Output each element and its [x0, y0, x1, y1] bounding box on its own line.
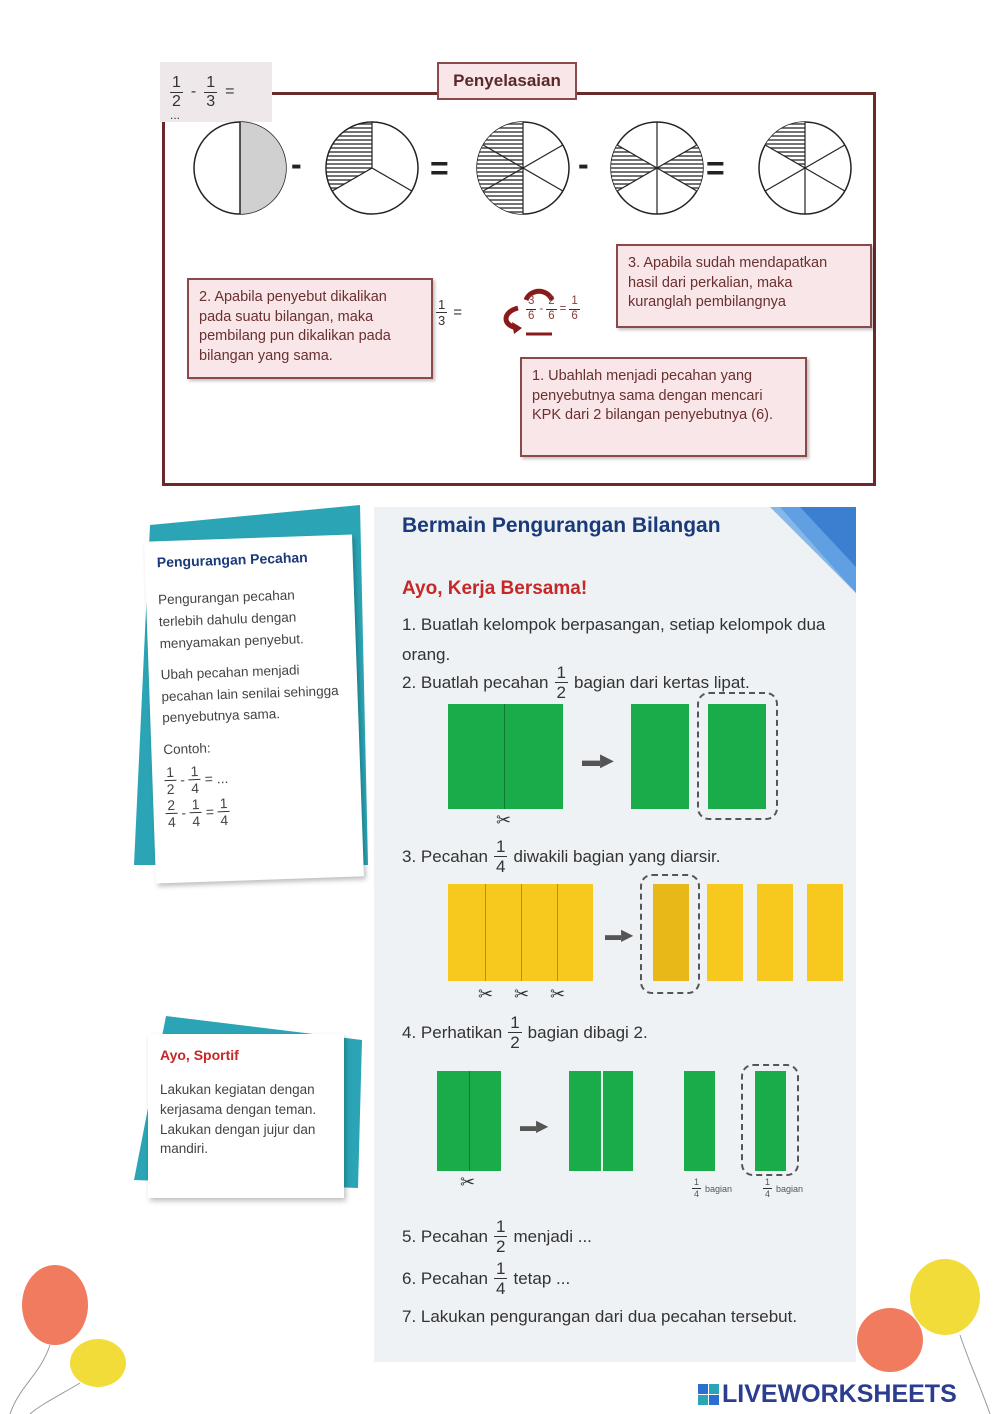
- fraction: [165, 797, 178, 828]
- yellow-quarter: [807, 884, 843, 981]
- pie-three-sixths: [477, 122, 569, 214]
- denominator: 4: [694, 1189, 700, 1199]
- fold-line: [504, 704, 505, 809]
- step-2: [402, 664, 750, 701]
- numerator: 1: [496, 1217, 506, 1236]
- fraction: [494, 1260, 507, 1297]
- step-text: tetap ...: [513, 1268, 571, 1288]
- corner-ribbon: [770, 507, 856, 597]
- scissors-icon: ✂: [550, 984, 566, 1004]
- step-text: 6. Pecahan: [402, 1268, 489, 1288]
- step-text: 2. Buatlah pecahan: [402, 672, 549, 692]
- green-quarter-selected: [755, 1071, 786, 1171]
- denominator: 4: [220, 811, 229, 828]
- fraction-third: [436, 298, 447, 327]
- fold-line: [469, 1071, 470, 1171]
- step-text: diwakili bagian yang diarsir.: [513, 846, 721, 866]
- step-5: [402, 1218, 592, 1255]
- numerator: 1: [569, 296, 579, 310]
- denominator: 4: [192, 812, 201, 829]
- scissors-icon: ✂: [478, 984, 494, 1004]
- fraction: [555, 664, 568, 701]
- step-1: 1. Buatlah kelompok berpasangan, setiap kelompok dua orang.: [402, 615, 826, 664]
- note-step-2: [187, 278, 433, 379]
- denominator: 6: [528, 309, 535, 322]
- step-7: 7. Lakukan pengurangan dari dua pecahan tersebut.: [402, 1307, 798, 1326]
- yellow-quarter: [757, 884, 793, 981]
- yellow-quarter-selected: [653, 884, 689, 981]
- balloons-left-decoration: [0, 1255, 140, 1414]
- equals-sign: =: [453, 304, 462, 321]
- step-text: bagian dibagi 2.: [527, 1022, 648, 1042]
- numerator: 1: [164, 764, 176, 780]
- denominator: 4: [167, 813, 176, 830]
- fold-line: [601, 1071, 603, 1171]
- numerator: 1: [188, 763, 200, 779]
- fraction: [164, 764, 177, 795]
- card-paragraph: Lakukan kegiatan dengan kerjasama dengan teman. Lakukan dengan jujur dan mandiri.: [160, 1082, 317, 1157]
- equation-left: [436, 298, 462, 327]
- example-1: [164, 758, 349, 795]
- numerator: 1: [189, 796, 201, 812]
- step-text: 5. Pecahan: [402, 1226, 489, 1246]
- minus-sign: -: [181, 804, 187, 821]
- fraction: [692, 1178, 701, 1199]
- denominator: 4: [765, 1189, 771, 1199]
- numerator: 1: [438, 297, 446, 312]
- note-step-1: [520, 357, 807, 457]
- equals-dots: = ...: [204, 769, 229, 787]
- equals-operator: =: [430, 150, 449, 186]
- equals-sign: =: [205, 803, 215, 820]
- step-text: 3. Pecahan: [402, 846, 489, 866]
- fold-line: [521, 884, 522, 981]
- note-text: 1. Ubahlah menjadi pecahan yang penyebutnya sama dengan mencari KPK dari 2 bilangan penyebutnya (6).: [532, 368, 774, 424]
- numerator: 2: [546, 296, 556, 310]
- label-text: bagian: [705, 1183, 733, 1194]
- numerator: 1: [765, 1177, 771, 1187]
- denominator: 4: [496, 857, 506, 876]
- green-quarter: [684, 1071, 715, 1171]
- denominator: 2: [510, 1033, 520, 1052]
- equals-operator: =: [706, 150, 725, 186]
- brand-mark-icon: [698, 1384, 719, 1405]
- numerator: 1: [496, 1259, 506, 1278]
- equals-sign: =: [225, 83, 235, 100]
- denominator: 4: [496, 1279, 506, 1298]
- fraction: [494, 838, 507, 875]
- info-card-pengurangan: [144, 534, 364, 883]
- denominator: 2: [172, 92, 181, 110]
- arrow-right-icon: ▬▶: [582, 750, 614, 770]
- step-4: [402, 1014, 648, 1051]
- fraction-half: [170, 75, 183, 110]
- denominator: 3: [438, 313, 446, 328]
- denominator: 2: [496, 1237, 506, 1256]
- example-2: [165, 791, 350, 828]
- card-paragraph: Ubah pecahan menjadi pecahan lain senilai sehingga penyebutnya sama.: [160, 662, 339, 726]
- pie-one-sixth: [759, 122, 851, 214]
- note-text: 3. Apabila sudah mendapatkan hasil dari perkalian, maka kuranglah pembilangnya: [628, 255, 828, 311]
- card-title: Pengurangan Pecahan: [156, 549, 308, 571]
- numerator: 1: [172, 73, 181, 91]
- step-6: [402, 1260, 570, 1297]
- fold-line: [485, 884, 486, 981]
- numerator: 2: [165, 797, 177, 813]
- activity-title: Bermain Pengurangan Bilangan: [402, 514, 721, 537]
- brand-name: LIVEWORKSHEETS: [722, 1380, 957, 1408]
- fraction: [494, 1218, 507, 1255]
- fraction: [188, 763, 201, 794]
- fraction: [508, 1014, 521, 1051]
- green-paper-half: [631, 704, 689, 809]
- denominator: 4: [190, 779, 200, 796]
- equals-sign: =: [559, 303, 567, 315]
- info-card-sportif: [148, 1034, 344, 1198]
- fraction: [763, 1178, 772, 1199]
- pie-one-third: [326, 122, 418, 214]
- step-text: menjadi ...: [513, 1226, 592, 1246]
- scissors-icon: ✂: [514, 984, 530, 1004]
- numerator: 1: [694, 1177, 700, 1187]
- fold-line: [557, 884, 558, 981]
- numerator: 3: [526, 296, 536, 310]
- pie-one-half: [194, 122, 286, 214]
- numerator: 1: [217, 795, 229, 811]
- arrow-right-icon: ▬▶: [605, 927, 634, 944]
- brand-logo: [698, 1380, 957, 1409]
- yellow-quarter: [707, 884, 743, 981]
- activity-subtitle: Ayo, Kerja Bersama!: [402, 578, 588, 599]
- minus-sign: -: [539, 303, 544, 315]
- card-title: Ayo, Sportif: [160, 1047, 239, 1063]
- fraction-two-sixths: [546, 296, 556, 322]
- card-paragraph: Pengurangan pecahan terlebih dahulu dengan menyamakan penyebut.: [157, 587, 304, 651]
- scissors-icon: ✂: [496, 810, 512, 830]
- pie-two-sixths: [611, 122, 703, 214]
- label-text: bagian: [776, 1183, 804, 1194]
- minus-sign: -: [179, 771, 186, 788]
- green-paper-whole: [448, 704, 563, 809]
- minus-sign: -: [190, 83, 197, 100]
- numerator: 1: [206, 73, 216, 91]
- scissors-icon: ✂: [460, 1172, 476, 1192]
- fraction: [217, 795, 230, 826]
- quarter-label: [692, 1178, 732, 1199]
- denominator: 6: [548, 309, 555, 322]
- step-3: [402, 838, 720, 875]
- step-text: 4. Perhatikan: [402, 1022, 503, 1042]
- denominator: 2: [556, 683, 566, 702]
- step-text: bagian dari kertas lipat.: [573, 672, 750, 692]
- denominator: 2: [166, 780, 175, 797]
- problem-dots: ...: [170, 108, 181, 122]
- fraction: [189, 796, 202, 827]
- fraction-three-sixths: [526, 296, 536, 322]
- numerator: 1: [496, 837, 506, 856]
- example-label: Contoh:: [163, 740, 211, 758]
- minus-operator: -: [578, 146, 589, 182]
- numerator: 1: [556, 663, 566, 682]
- fraction-one-sixth: [569, 296, 579, 322]
- note-text: 2. Apabila penyebut dikalikan pada suatu bilangan, maka pembilang pun dikalikan pada bilangan yang sama.: [199, 289, 391, 364]
- quarter-label: [763, 1178, 803, 1199]
- fraction-third: [204, 75, 217, 110]
- note-step-3: [616, 244, 872, 328]
- minus-operator: -: [291, 146, 302, 182]
- denominator: 6: [571, 309, 578, 322]
- numerator: 1: [510, 1013, 520, 1032]
- equation-right: [526, 296, 580, 322]
- denominator: 3: [206, 92, 216, 110]
- arrow-right-icon: ▬▶: [520, 1118, 549, 1135]
- solution-title: Penyelasaian: [437, 62, 577, 100]
- green-paper-half-selected: [708, 704, 766, 809]
